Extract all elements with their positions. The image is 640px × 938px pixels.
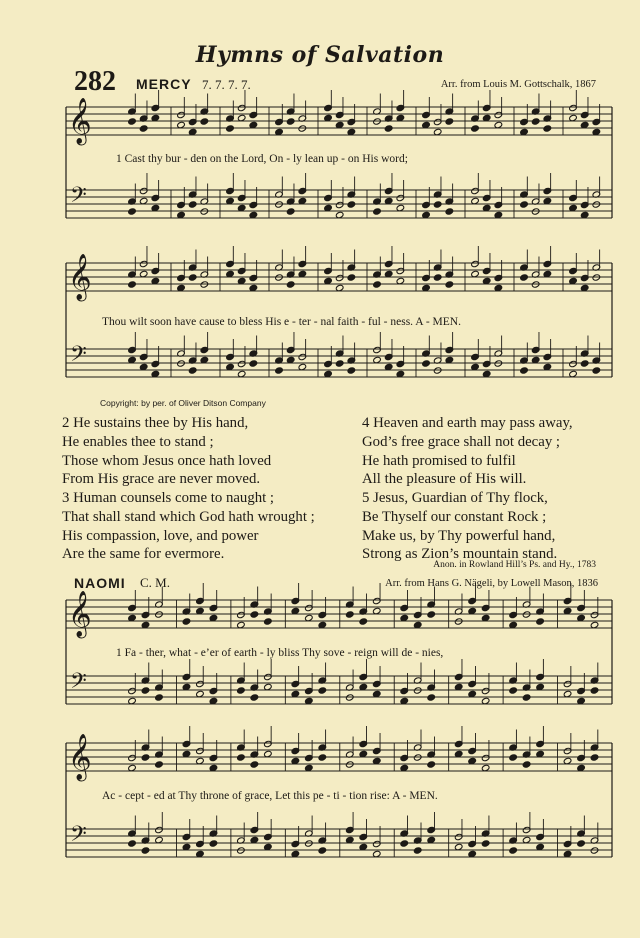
note-head: [128, 208, 137, 215]
note-head: [590, 687, 599, 694]
arranger-naomi: Arr. from Hans G. Nägeli, by Lowell Mason, 1836: [385, 578, 598, 589]
verse-line: 4 Heaven and earth may pass away,: [362, 415, 573, 431]
note-head: [445, 281, 454, 288]
note-head: [346, 694, 355, 701]
bass-clef-icon: 𝄢: [70, 669, 87, 699]
note-head: [237, 687, 246, 694]
bass-clef-icon: 𝄢: [70, 342, 87, 372]
meter-mercy: 7. 7. 7. 7.: [202, 77, 251, 92]
note-head: [141, 754, 150, 761]
verse-5: [362, 489, 557, 564]
note-head: [592, 274, 601, 281]
note-head: [445, 118, 454, 125]
note-head: [413, 687, 422, 694]
note-head: [522, 761, 531, 768]
note-head: [335, 360, 344, 367]
verse-line: Strong as Zion’s mountain stand.: [362, 546, 558, 563]
note-head: [520, 201, 529, 208]
note-head: [226, 125, 235, 132]
note-head: [237, 847, 246, 854]
text-source: Anon. in Rowland Hill’s Ps. and Hy., 1783: [433, 560, 596, 570]
note-head: [188, 274, 197, 281]
note-head: [427, 611, 436, 618]
note-head: [592, 367, 601, 374]
note-head: [373, 208, 382, 215]
note-head: [286, 281, 295, 288]
note-head: [318, 847, 327, 854]
note-head: [536, 618, 545, 625]
note-head: [182, 618, 191, 625]
treble-clef-icon: 𝄞: [68, 734, 92, 780]
note-head: [445, 208, 454, 215]
lyrics-mercy-line2: Thou wilt soon have cause to bless His e - ter - nal faith - ful - ness. A - MEN.: [102, 316, 461, 328]
note-head: [592, 201, 601, 208]
verse-line: That shall stand which God hath wrought ;: [62, 508, 315, 525]
hymn-number: 282: [74, 66, 116, 97]
note-head: [200, 118, 209, 125]
note-head: [433, 367, 442, 374]
note-head: [275, 201, 284, 208]
note-head: [590, 754, 599, 761]
note-head: [305, 840, 314, 847]
note-head: [427, 694, 436, 701]
note-head: [264, 618, 273, 625]
note-head: [577, 840, 586, 847]
tune-name-mercy: MERCY: [136, 76, 192, 92]
note-head: [298, 125, 307, 132]
note-head: [128, 840, 137, 847]
note-head: [580, 360, 589, 367]
verse-line: Those whom Jesus once hath loved: [62, 452, 272, 469]
arranger-mercy: Arr. from Louis M. Gottschalk, 1867: [440, 79, 596, 90]
page-header: Hymns of Salvation: [195, 42, 445, 68]
note-head: [250, 611, 259, 618]
note-head: [347, 201, 356, 208]
note-head: [433, 201, 442, 208]
lyrics-naomi-line2: Ac - cept - ed at Thy throne of grace, Let this pe - ti - tion rise: A - MEN.: [102, 790, 438, 802]
bass-clef-icon: 𝄢: [70, 183, 87, 213]
note-head: [384, 125, 393, 132]
verse-3: [62, 489, 315, 564]
note-head: [427, 761, 436, 768]
note-head: [250, 761, 259, 768]
note-head: [209, 840, 218, 847]
bass-clef-icon: 𝄢: [70, 822, 87, 852]
note-head: [200, 281, 209, 288]
note-head: [141, 687, 150, 694]
note-head: [141, 847, 150, 854]
meter-naomi: C. M.: [140, 575, 170, 590]
verse-line: 3 Human counsels come to naught ;: [62, 490, 275, 506]
verse-line: Are the same for evermore.: [62, 546, 225, 563]
verse-4: [362, 414, 573, 489]
verse-line: He hath promised to fulfil: [362, 452, 516, 469]
note-head: [139, 125, 148, 132]
note-head: [200, 208, 209, 215]
note-head: [531, 118, 540, 125]
treble-clef-icon: 𝄞: [68, 254, 92, 300]
verse-2: [62, 414, 271, 489]
verse-line: 2 He sustains thee by His hand,: [62, 415, 249, 431]
note-head: [543, 125, 552, 132]
note-head: [373, 118, 382, 125]
lyrics-naomi-line1: 1 Fa - ther, what - e’er of earth - ly bliss Thy sove - reign will de - nies,: [116, 647, 444, 659]
verse-line: He enables thee to stand ;: [62, 433, 214, 450]
note-head: [509, 687, 518, 694]
note-head: [373, 281, 382, 288]
note-head: [286, 118, 295, 125]
note-head: [347, 274, 356, 281]
verse-line: Make us, by Thy powerful hand,: [362, 527, 556, 544]
note-head: [531, 281, 540, 288]
note-head: [237, 754, 246, 761]
verse-line: God’s free grace shall not decay ;: [362, 433, 561, 450]
note-head: [522, 694, 531, 701]
note-head: [471, 125, 480, 132]
note-head: [413, 754, 422, 761]
note-head: [275, 274, 284, 281]
verse-line: All the pleasure of His will.: [362, 471, 527, 488]
note-head: [522, 611, 531, 618]
note-head: [347, 367, 356, 374]
note-head: [520, 274, 529, 281]
note-head: [481, 840, 490, 847]
note-head: [359, 618, 368, 625]
note-head: [590, 847, 599, 854]
note-head: [509, 754, 518, 761]
verse-line: Be Thyself our constant Rock ;: [362, 508, 547, 525]
note-head: [155, 611, 164, 618]
lyrics-mercy-line1: 1 Cast thy bur - den on the Lord, On - ly lean up - on His word;: [116, 153, 408, 165]
treble-clef-icon: 𝄞: [68, 98, 92, 144]
note-head: [155, 694, 164, 701]
note-head: [250, 694, 259, 701]
note-head: [346, 611, 355, 618]
note-head: [318, 687, 327, 694]
note-head: [318, 754, 327, 761]
copyright-note: Copyright: by per. of Oliver Ditson Company: [100, 398, 266, 408]
verse-line: 5 Jesus, Guardian of Thy flock,: [362, 490, 548, 506]
treble-clef-icon: 𝄞: [68, 591, 92, 637]
note-head: [249, 360, 258, 367]
note-head: [128, 118, 137, 125]
note-head: [177, 360, 186, 367]
note-head: [531, 208, 540, 215]
note-head: [520, 367, 529, 374]
note-head: [346, 761, 355, 768]
tune-name-naomi: NAOMI: [74, 575, 126, 591]
note-head: [433, 274, 442, 281]
note-head: [413, 847, 422, 854]
note-head: [188, 367, 197, 374]
verse-line: His compassion, love, and power: [62, 527, 259, 544]
note-head: [422, 360, 431, 367]
note-head: [400, 840, 409, 847]
note-head: [509, 847, 518, 854]
verse-line: From His grace are never moved.: [62, 471, 261, 488]
note-head: [155, 761, 164, 768]
note-head: [454, 618, 463, 625]
note-head: [128, 281, 137, 288]
note-head: [286, 208, 295, 215]
note-head: [188, 201, 197, 208]
note-head: [494, 360, 503, 367]
note-head: [275, 367, 284, 374]
